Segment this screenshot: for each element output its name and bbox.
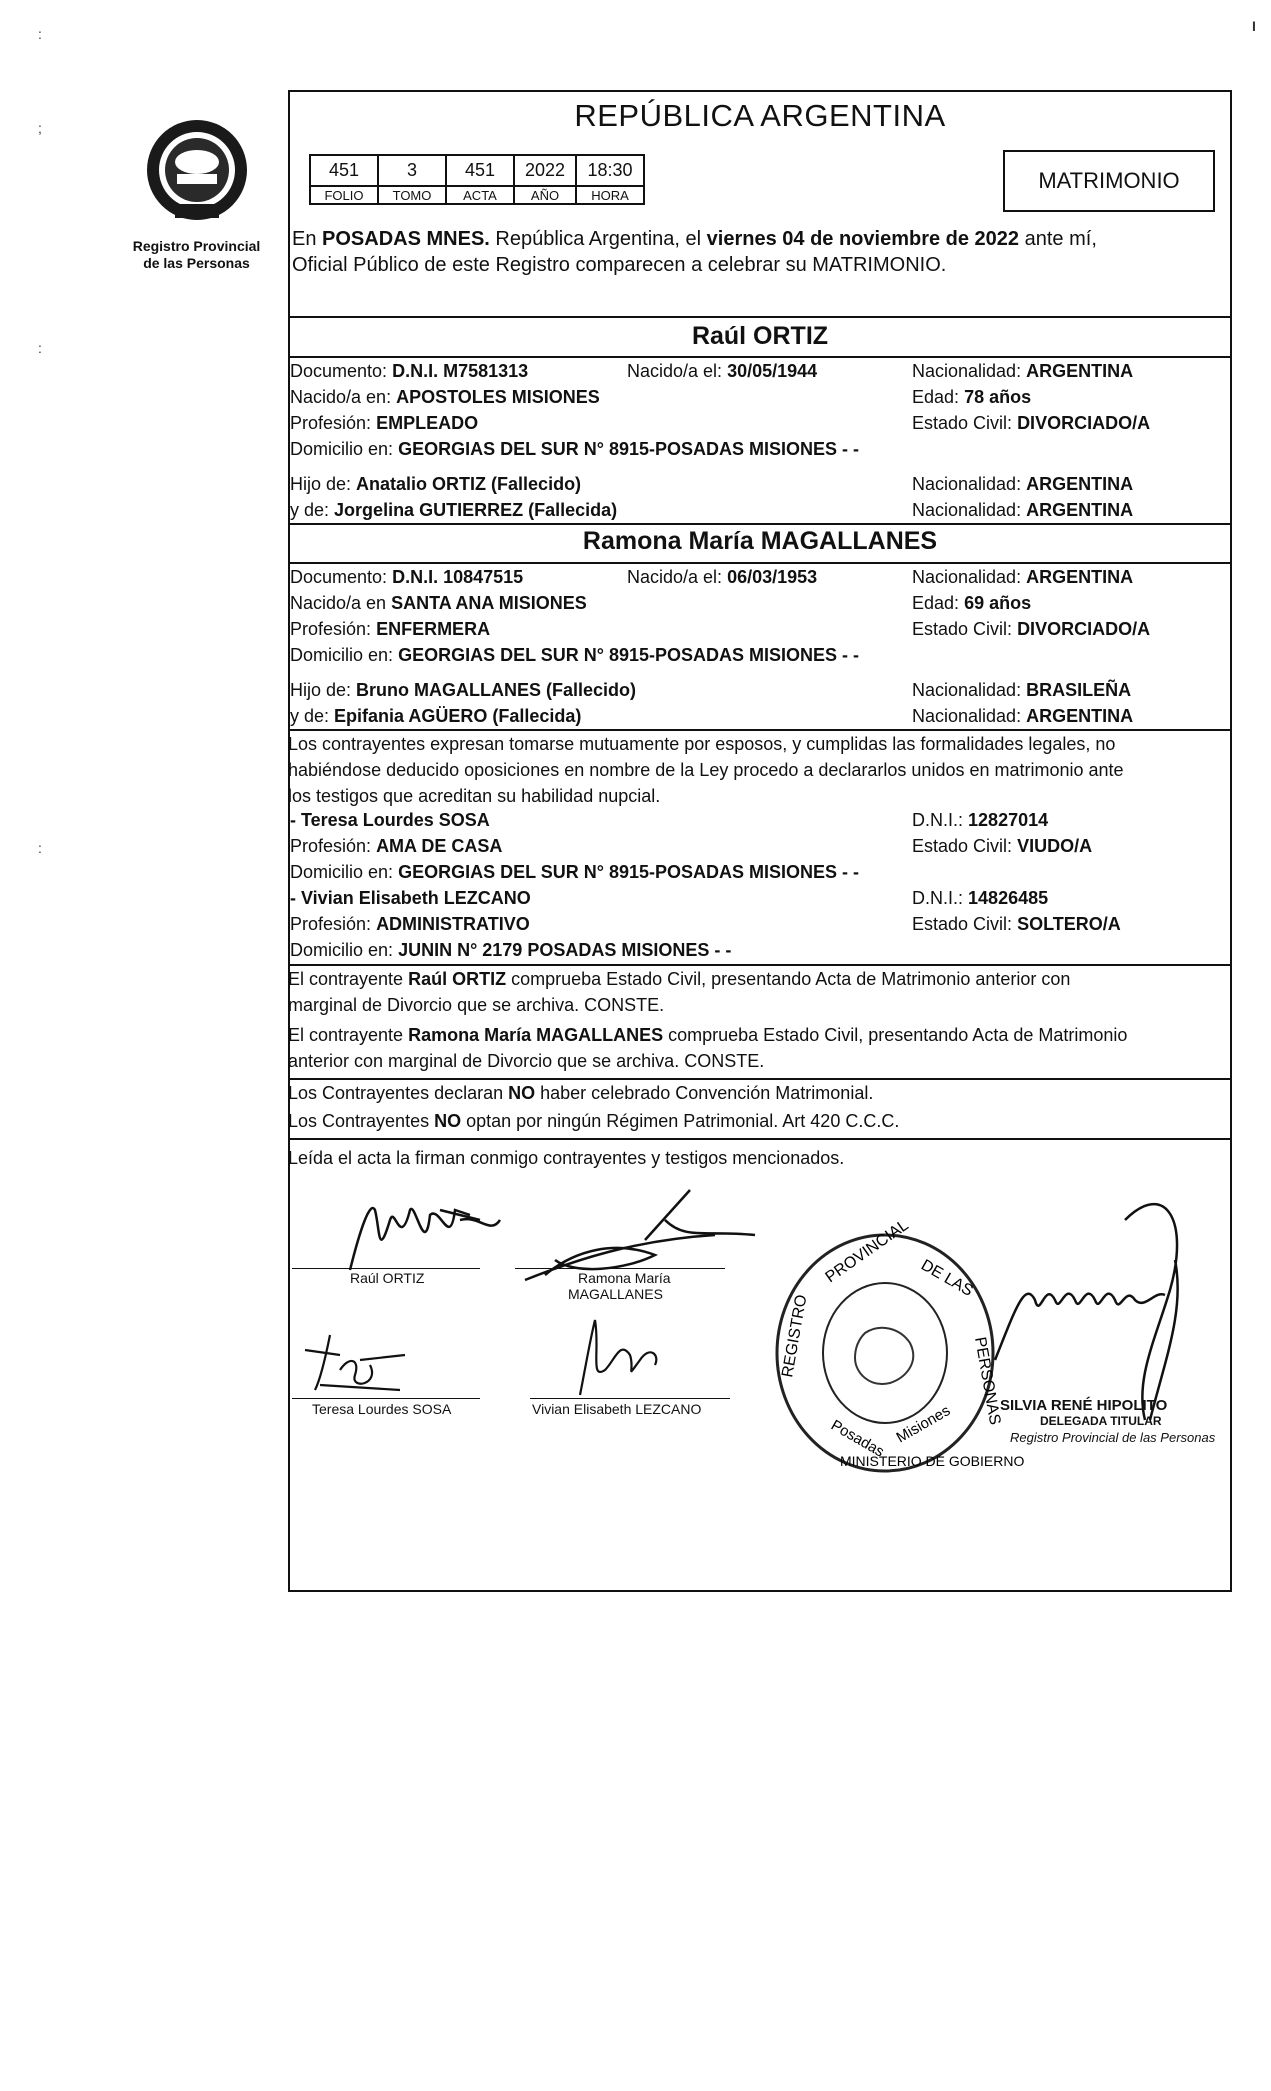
declaration-paragraph: Los contrayentes expresan tomarse mutuamente por esposos, y cumplidas las formalidades legales, no habiéndose deducido oposiciones en nombre de la Ley procedo a declararlos unidos en matrimonio ante los testigos que acreditan su habilidad nupcial. <box>288 734 1124 806</box>
spouse1-profession: Profesión: EMPLEADO <box>290 413 479 433</box>
svg-text:PERSONAS: PERSONAS <box>971 1335 1004 1427</box>
spouse1-birthplace: Nacido/a en: APOSTOLES MISIONES <box>290 387 600 407</box>
svg-text:MINISTERIO DE GOBIERNO: MINISTERIO DE GOBIERNO <box>840 1453 1025 1469</box>
official-seal-stamp <box>770 1216 1025 1478</box>
spouse1-father-nationality: Nacionalidad: ARGENTINA <box>912 474 1134 494</box>
spouse1-mother: y de: Jorgelina GUTIERREZ (Fallecida) <box>290 500 618 520</box>
spouse1-name: Raúl ORTIZ <box>691 322 829 350</box>
spouse2-address: Domicilio en: GEORGIAS DEL SUR N° 8915-POSADAS MISIONES - - <box>290 645 860 665</box>
spouse2-civil-status: Estado Civil: DIVORCIADO/A <box>912 619 1151 639</box>
intro-paragraph: En POSADAS MNES. República Argentina, el viernes 04 de noviembre de 2022 ante mí, Oficial Público de este Registro comparecen a celebrar su MATRIMONIO. <box>292 228 1097 276</box>
year-value: 2022 <box>514 155 576 186</box>
divider <box>288 1138 1232 1140</box>
witness1-dni: D.N.I.: 12827014 <box>912 810 1049 830</box>
svg-text:REGISTRO: REGISTRO <box>779 1293 811 1379</box>
signature-line <box>292 1398 480 1399</box>
divider <box>288 356 1232 358</box>
logo-text-1: Registro Provincial <box>132 238 261 254</box>
spouse2-document: Documento: D.N.I. 10847515 <box>290 567 524 587</box>
spouse2-nationality: Nacionalidad: ARGENTINA <box>912 567 1134 587</box>
witness2-name: - Vivian Elisabeth LEZCANO <box>290 888 531 908</box>
page-mark: I <box>1252 18 1256 34</box>
intro-place: POSADAS MNES. <box>322 228 490 250</box>
divider <box>288 523 1232 525</box>
logo-text-2: de las Personas <box>143 255 250 271</box>
spouse1-civil-status: Estado Civil: DIVORCIADO/A <box>912 413 1151 433</box>
spouse1-mother-nationality: Nacionalidad: ARGENTINA <box>912 500 1134 520</box>
hour-value: 18:30 <box>576 155 644 186</box>
note-spouse2: El contrayente Ramona María MAGALLANES comprueba Estado Civil, presentando Acta de Matrimonio anterior con marginal de Divorcio que se archiva. CONSTE. <box>288 1025 1128 1071</box>
spouse1-birthdate: Nacido/a el: 30/05/1944 <box>627 361 818 381</box>
svg-text:PROVINCIAL: PROVINCIAL <box>822 1216 912 1287</box>
scan-speck: ; <box>38 120 42 136</box>
closing-statement: Leída el acta la firman conmigo contrayentes y testigos mencionados. <box>288 1148 845 1168</box>
acta-value: 451 <box>446 155 514 186</box>
signature-label-vivian: Vivian Elisabeth LEZCANO <box>532 1401 702 1417</box>
witness2-dni: D.N.I.: 14826485 <box>912 888 1049 908</box>
acta-label: ACTA <box>446 186 514 204</box>
signature-raul-ortiz <box>330 1190 510 1280</box>
scan-speck: : <box>38 840 42 856</box>
registry-logo <box>104 112 289 271</box>
witness1-address: Domicilio en: GEORGIAS DEL SUR N° 8915-POSADAS MISIONES - - <box>290 862 860 882</box>
spouse2-birthplace: Nacido/a en SANTA ANA MISIONES <box>290 593 587 613</box>
hour-label: HORA <box>576 186 644 204</box>
witness2-address: Domicilio en: JUNIN N° 2179 POSADAS MISIONES - - <box>290 940 732 960</box>
spouse1-document: Documento: D.N.I. M7581313 <box>290 361 529 381</box>
svg-text:DE LAS: DE LAS <box>918 1256 976 1300</box>
registry-table <box>309 154 645 205</box>
note-convention: Los Contrayentes declaran NO haber celebrado Convención Matrimonial. <box>288 1083 874 1103</box>
coat-of-arms-icon <box>137 112 257 232</box>
spouse2-name: Ramona María MAGALLANES <box>582 527 938 555</box>
note-patrimonial-regime: Los Contrayentes NO optan por ningún Régimen Patrimonial. Art 420 C.C.C. <box>288 1111 900 1131</box>
witness2-profession: Profesión: ADMINISTRATIVO <box>290 914 530 934</box>
signature-vivian-lezcano <box>560 1310 670 1405</box>
signature-line <box>515 1268 725 1269</box>
signature-label-ramona-1: Ramona María <box>578 1270 671 1286</box>
scan-speck: : <box>38 26 42 42</box>
tomo-label: TOMO <box>378 186 446 204</box>
spouse1-age: Edad: 78 años <box>912 387 1032 407</box>
signature-label-ramona-2: MAGALLANES <box>568 1286 663 1302</box>
svg-text:Posadas: Posadas <box>828 1416 888 1461</box>
witness1-name: - Teresa Lourdes SOSA <box>290 810 490 830</box>
signature-line <box>292 1268 480 1269</box>
signature-label-teresa: Teresa Lourdes SOSA <box>312 1401 452 1417</box>
spouse2-birthdate: Nacido/a el: 06/03/1953 <box>627 567 818 587</box>
divider <box>288 316 1232 318</box>
divider <box>288 562 1232 564</box>
spouse2-father-nationality: Nacionalidad: BRASILEÑA <box>912 680 1132 700</box>
spouse2-mother-nationality: Nacionalidad: ARGENTINA <box>912 706 1134 726</box>
folio-label: FOLIO <box>310 186 378 204</box>
official-organization: Registro Provincial de las Personas <box>1010 1430 1216 1445</box>
signature-teresa-sosa <box>300 1330 410 1400</box>
folio-value: 451 <box>310 155 378 186</box>
signature-line <box>530 1398 730 1399</box>
tomo-value: 3 <box>378 155 446 186</box>
document-type-box: MATRIMONIO <box>1003 150 1215 212</box>
signature-label-raul: Raúl ORTIZ <box>350 1270 425 1286</box>
spouse1-address: Domicilio en: GEORGIAS DEL SUR N° 8915-POSADAS MISIONES - - <box>290 439 860 459</box>
official-name: SILVIA RENÉ HIPOLITO <box>1000 1397 1168 1414</box>
spouse2-mother: y de: Epifania AGÜERO (Fallecida) <box>290 706 582 726</box>
note-spouse1: El contrayente Raúl ORTIZ comprueba Estado Civil, presentando Acta de Matrimonio anterior con marginal de Divorcio que se archiva. CONSTE. <box>288 969 1071 1015</box>
country-title: REPÚBLICA ARGENTINA <box>574 98 946 133</box>
spouse2-profession: Profesión: ENFERMERA <box>290 619 491 639</box>
spouse2-father: Hijo de: Bruno MAGALLANES (Fallecido) <box>290 680 637 700</box>
svg-text:Misiones: Misiones <box>893 1402 954 1447</box>
official-role: DELEGADA TITULAR <box>1040 1414 1162 1428</box>
spouse1-father: Hijo de: Anatalio ORTIZ (Fallecido) <box>290 474 582 494</box>
witness2-civil-status: Estado Civil: SOLTERO/A <box>912 914 1121 934</box>
year-label: AÑO <box>514 186 576 204</box>
witness1-profession: Profesión: AMA DE CASA <box>290 836 503 856</box>
witness1-civil-status: Estado Civil: VIUDO/A <box>912 836 1093 856</box>
spouse1-nationality: Nacionalidad: ARGENTINA <box>912 361 1134 381</box>
scan-speck: : <box>38 340 42 356</box>
intro-date: viernes 04 de noviembre de 2022 <box>706 228 1020 250</box>
spouse2-age: Edad: 69 años <box>912 593 1032 613</box>
